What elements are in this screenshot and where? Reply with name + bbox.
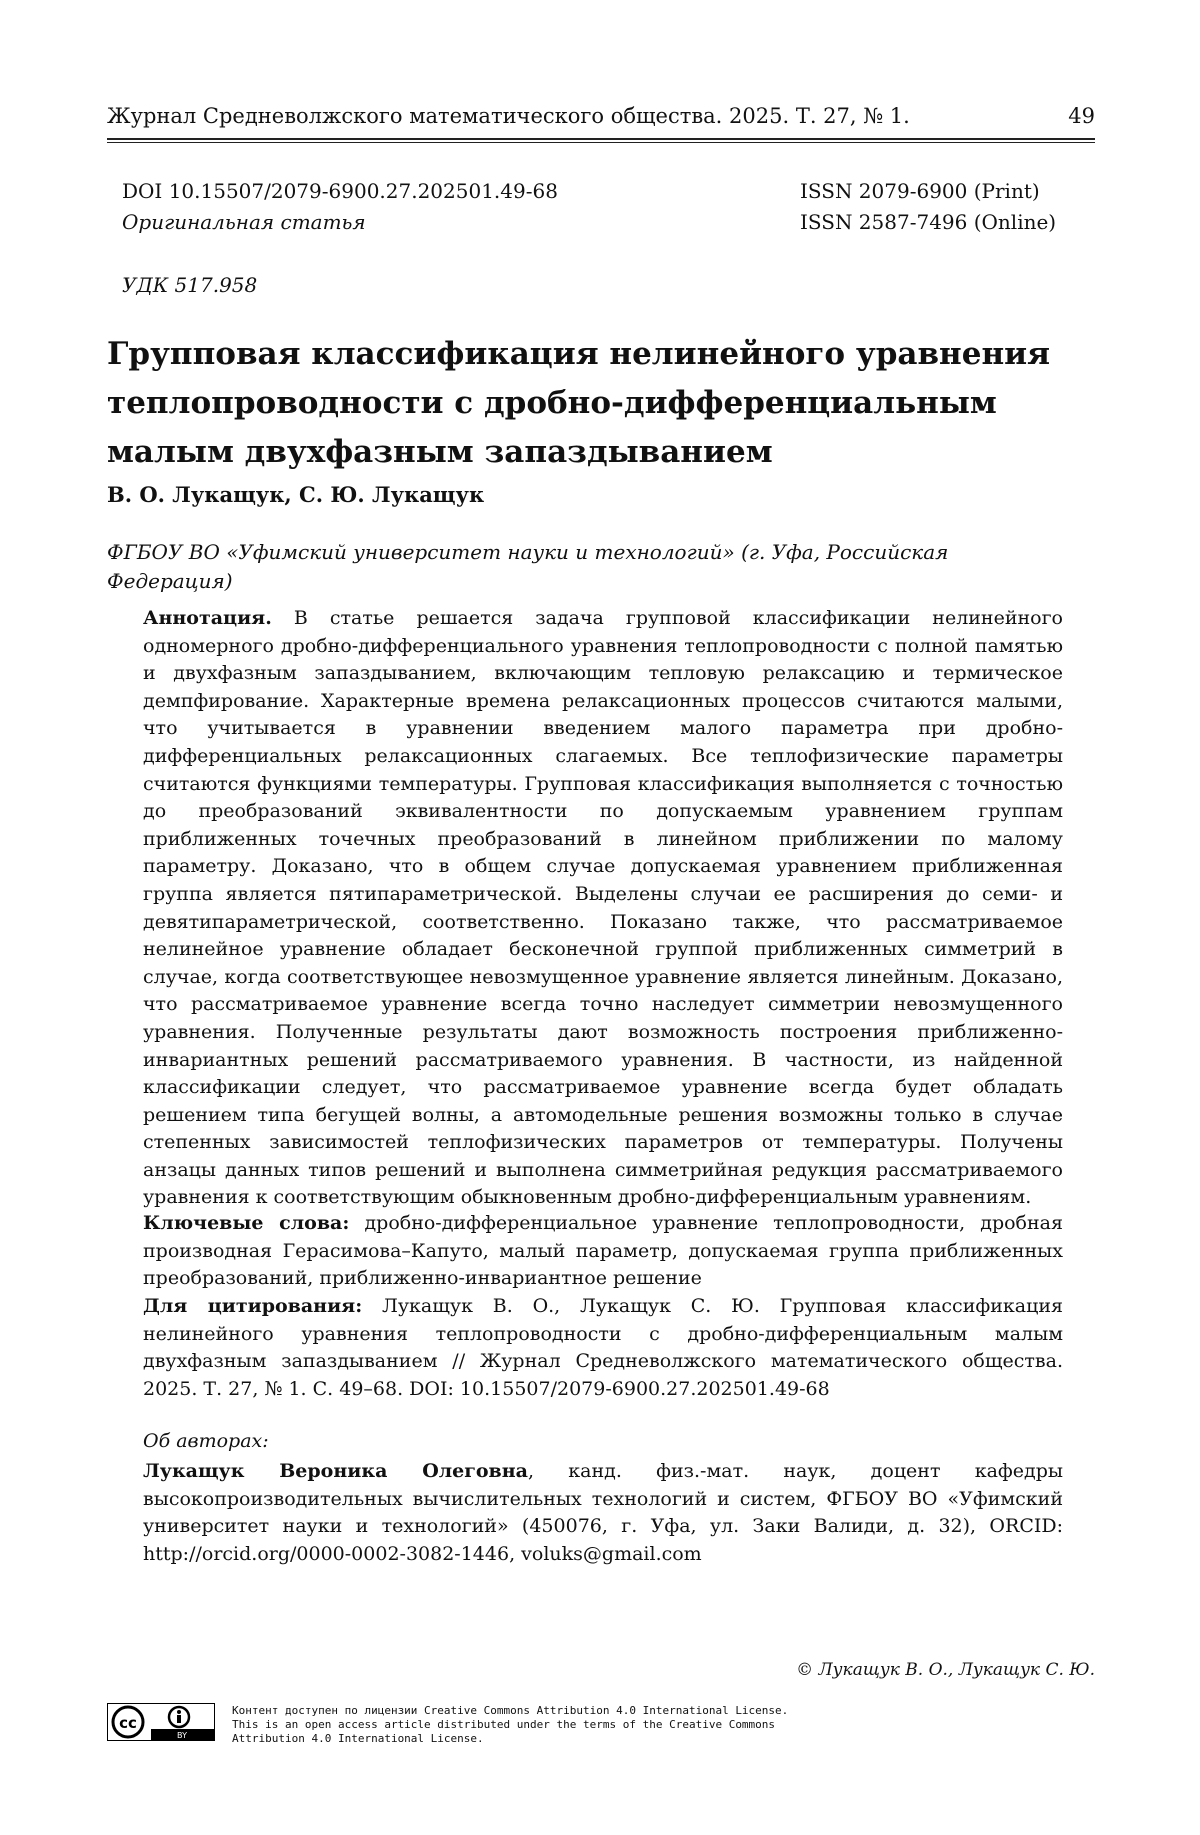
license-text (232, 1704, 932, 1746)
abstract-text: В статье решается задача групповой классификации нелинейного одномерного дробно-дифференциального уравнения теплопроводности с полной памятью и двухфазным запаздыванием, включающим тепловую релаксацию и термическое демпфирование. Характерные времена релаксационных процессов считаются малыми, что учитывается в уравнении введением малого параметра при дробно-дифференциальных релаксационных слагаемых. Все теплофизические параметры считаются функциями температуры. Групповая классификация выполняется с точностью до преобразований эквивалентности по допускаемым уравнением группам приближенных точечных преобразований в линейном приближении по малому параметру. Доказано, что в общем случае допускаемая уравнением приближенная группа является пятипараметрической. Выделены случаи ее расширения до семи- и девятипараметрической, соответственно. Показано также, что рассматриваемое нелинейное уравнение обладает бесконечной группой приближенных симметрий в случае, когда соответствующее невозмущенное уравнение является линейным. Доказано, что рассматриваемое уравнение всегда точно наследует симметрии невозмущенного уравнения. Полученные результаты дают возможность построения приближенно-инвариантных решений рассматриваемого уравнения. В частности, из найденной классификации следует, что рассматриваемое уравнение всегда будет обладать решением типа бегущей волны, а автомодельные решения возможны только в случае степенных зависимостей теплофизических параметров от температуры. Получены анзацы данных типов решений и выполнена симметрийная редукция рассматриваемого уравнения к соответствующим обыкновенным дробно-дифференциальным уравнениям. (143, 607, 1063, 1209)
doi-block (122, 176, 558, 238)
svg-text:cc: cc (119, 1714, 137, 1732)
affiliation: ФГБОУ ВО «Уфимский университет науки и технологий» (г. Уфа, Российская Федерация) (107, 540, 949, 593)
keywords-label: Ключевые слова: (143, 1212, 350, 1234)
header-rule-thin (107, 142, 1095, 143)
citation-text: Лукащук В. О., Лукащук С. Ю. Групповая классификация нелинейного уравнения теплопроводности с дробно-дифференциальным малым двухфазным запаздыванием // Журнал Средневолжского математического общества. 2025. Т. 27, № 1. С. 49–68. DOI: 10.15507/2079-6900.27.202501.49-68 (143, 1295, 1063, 1400)
license-line-2: This is an open access article distributed under the terms of the Creative Commons (232, 1718, 776, 1731)
keywords (143, 1210, 1063, 1293)
about-authors-heading: Об авторах: (143, 1430, 269, 1452)
cc-by-label: BY (177, 1731, 187, 1740)
author-bio (143, 1458, 1063, 1568)
author-bio-text: , канд. физ.-мат. наук, доцент кафедры высокопроизводительных вычислительных технологий и систем, ФГБОУ ВО «Уфимский университет науки и технологий» (450076, г. Уфа, ул. Заки Валиди, д. 32), ORCID: http://orcid.org/0000-0002-3082-1446, voluks@gmail.com (143, 1460, 1063, 1565)
author-name: Лукащук Вероника Олеговна (143, 1460, 528, 1482)
keywords-text: дробно-дифференциальное уравнение теплопроводности, дробная производная Герасимова–Капуто, малый параметр, допускаемая группа приближенных преобразований, приближенно-инвариантное решение (143, 1212, 1063, 1290)
authors: В. О. Лукащук, С. Ю. Лукащук (107, 482, 485, 507)
article-title: Групповая классификация нелинейного уравнения теплопроводности с дробно-дифференциальным малым двухфазным запаздыванием (107, 336, 1051, 470)
abstract-label: Аннотация. (143, 607, 272, 629)
cc-by-license-icon (107, 1703, 215, 1741)
doi: DOI 10.15507/2079-6900.27.202501.49-68 (122, 179, 558, 203)
copyright-notice: © Лукащук В. О., Лукащук С. Ю. (796, 1660, 1095, 1680)
license-line-3: Attribution 4.0 International License. (232, 1732, 484, 1745)
header-rule (107, 138, 1095, 140)
issn-print: ISSN 2079-6900 (Print) (800, 179, 1040, 203)
running-header (107, 104, 1095, 128)
license-line-1: Контент доступен по лицензии Creative Commons Attribution 4.0 International License. (232, 1704, 789, 1717)
udk-code: УДК 517.958 (122, 273, 258, 297)
issn-online: ISSN 2587-7496 (Online) (800, 210, 1057, 234)
citation-label: Для цитирования: (143, 1295, 363, 1317)
journal-running-title: Журнал Средневолжского математического общества. 2025. Т. 27, № 1. (107, 104, 910, 128)
page-number: 49 (1068, 104, 1095, 128)
issn-block (800, 176, 1056, 238)
article-type: Оригинальная статья (122, 210, 366, 234)
abstract (143, 605, 1063, 1212)
citation (143, 1293, 1063, 1403)
